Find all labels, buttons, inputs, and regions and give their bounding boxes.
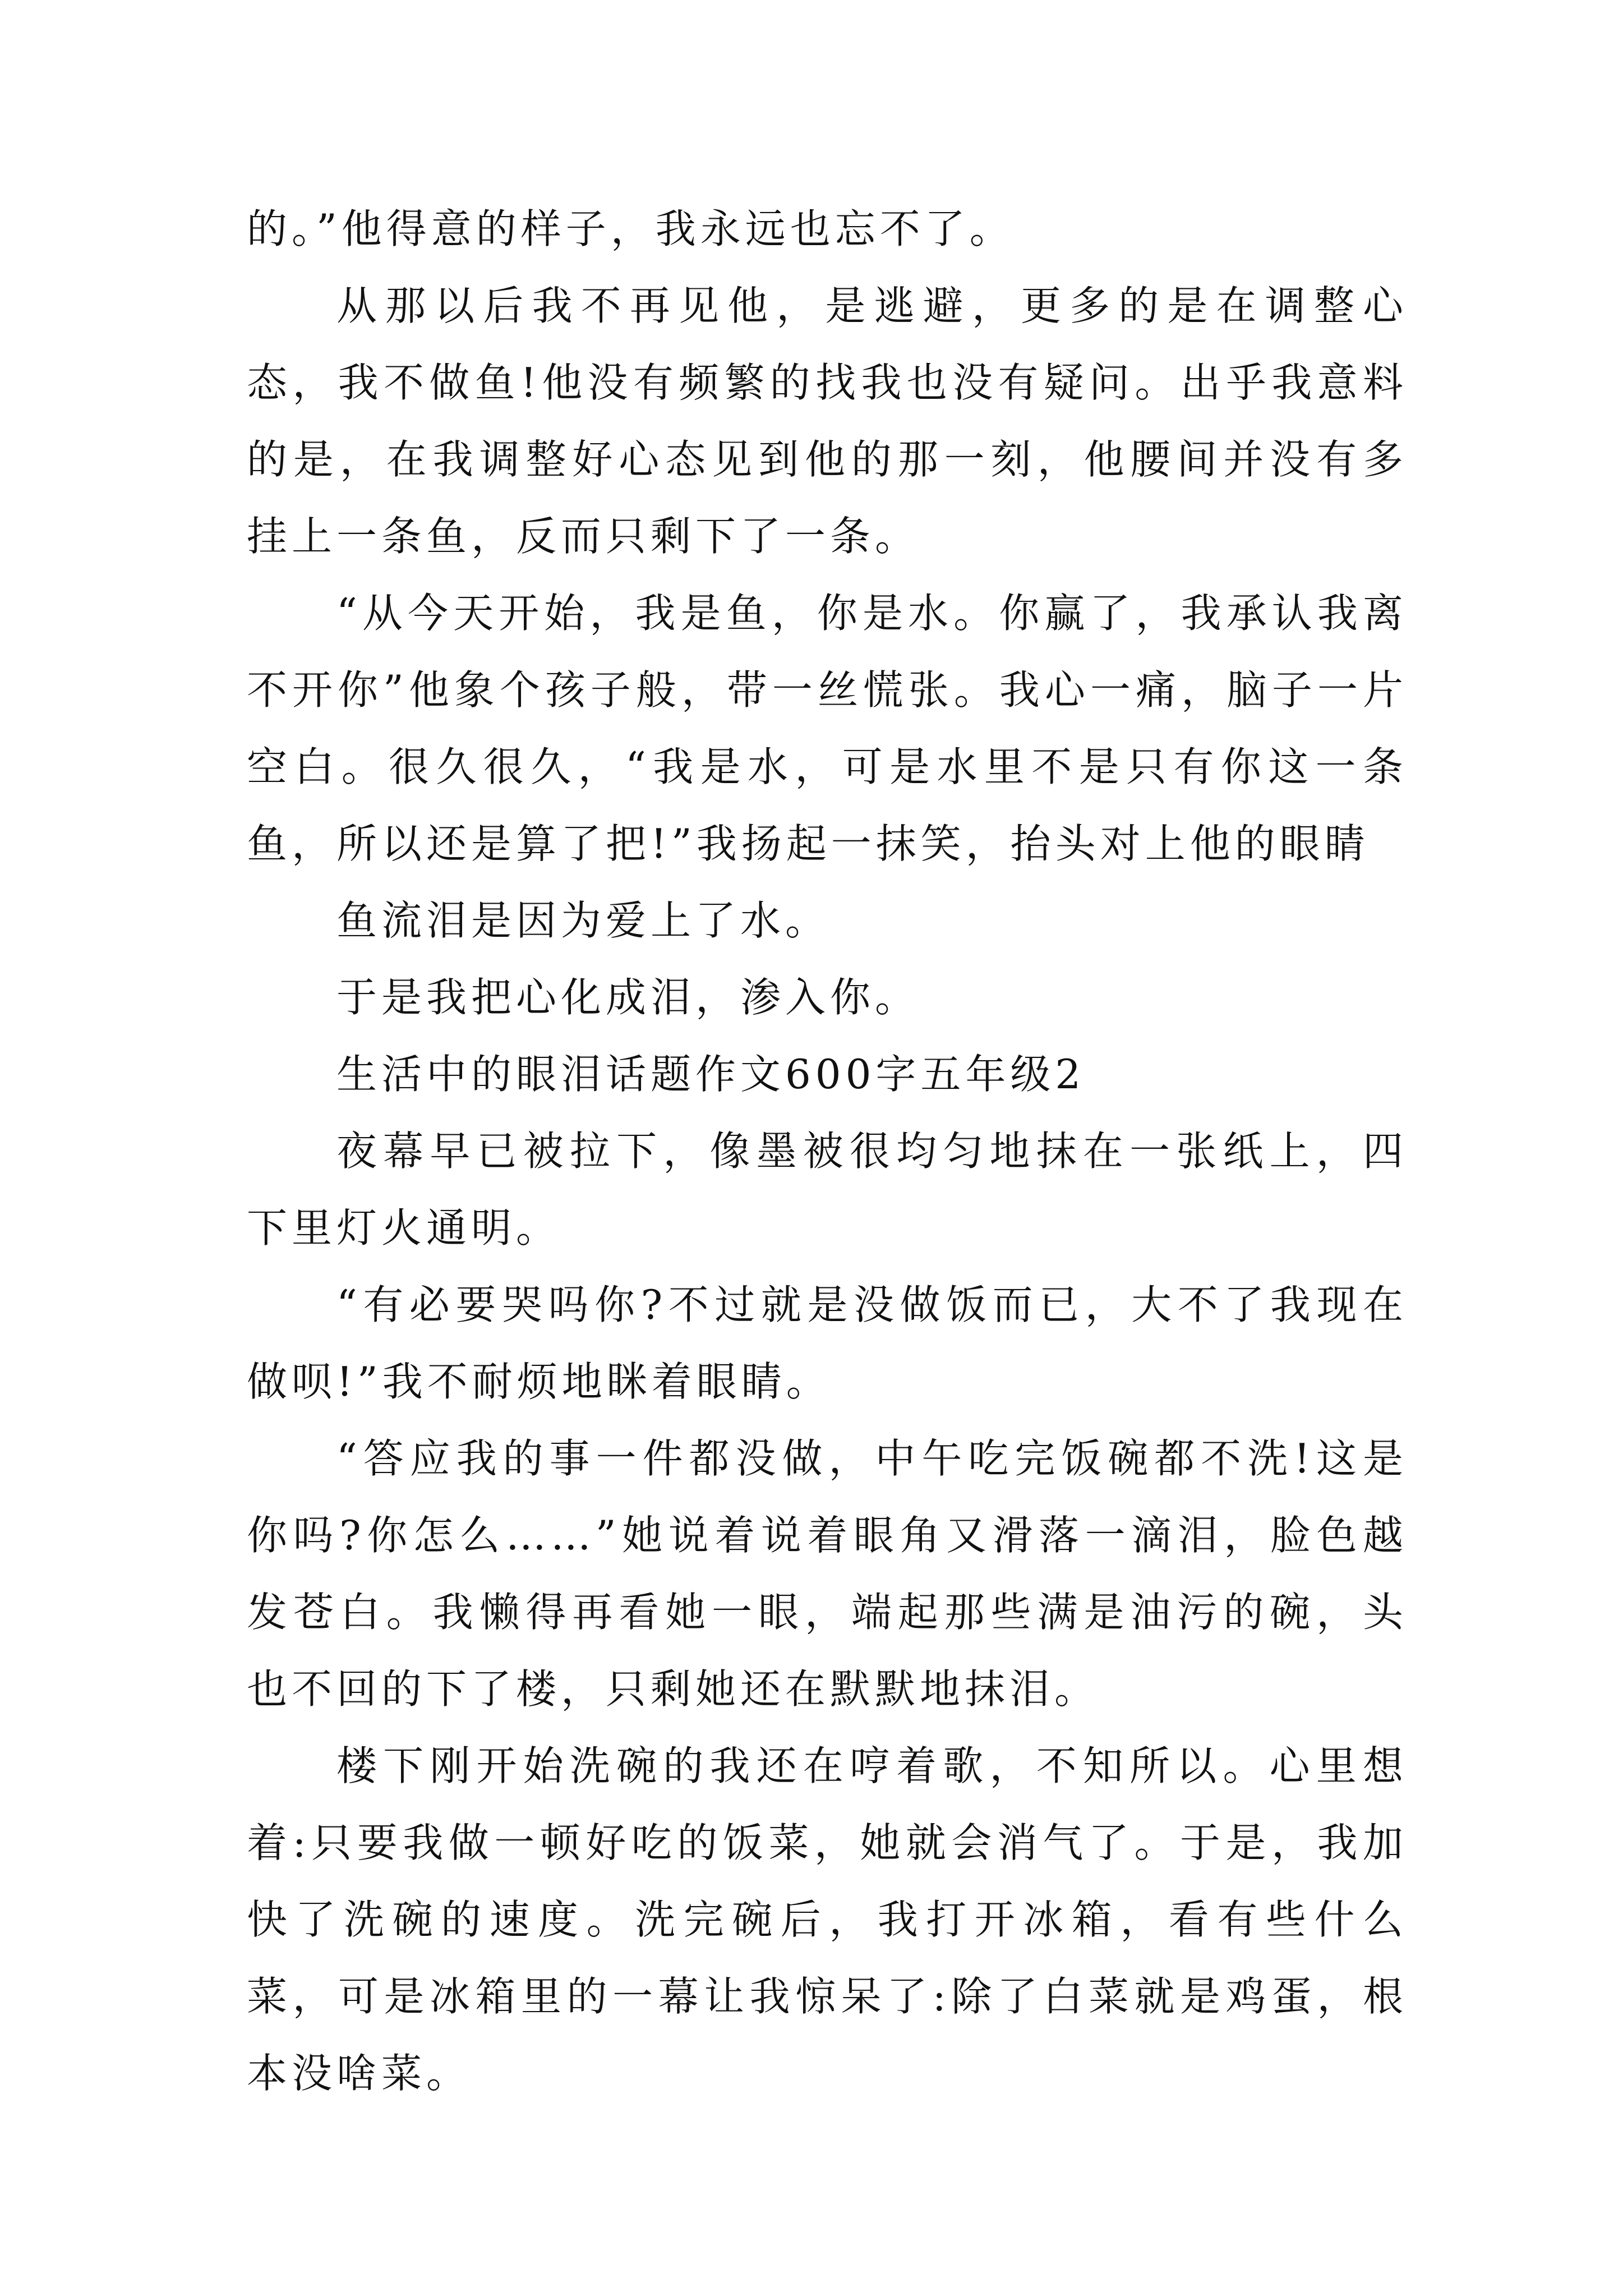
paragraph-9: 楼下刚开始洗碗的我还在哼着歌，不知所以。心里想着:只要我做一顿好吃的饭菜，她就会消气了。于是，我加快了洗碗的速度。洗完碗后，我打开冰箱，看有些什么菜，可是冰箱里的一幕让我惊呆了:除了白菜就是鸡蛋，根本没啥菜。 — [247, 1742, 1408, 2097]
document-body — [247, 191, 1408, 2112]
section-heading: 生活中的眼泪话题作文600字五年级2 — [336, 1051, 1086, 1098]
paragraph-2: 从那以后我不再见他，是逃避，更多的是在调整心态，我不做鱼!他没有频繁的找我也没有疑问。出乎我意料的是，在我调整好心态见到他的那一刻，他腰间并没有多挂上一条鱼，反而只剩下了一条。 — [247, 282, 1408, 560]
paragraph-3: “从今天开始，我是鱼，你是水。你赢了，我承认我离不开你”他象个孩子般，带一丝慌张。我心一痛，脑子一片空白。很久很久，“我是水，可是水里不是只有你这一条鱼，所以还是算了把!”我扬起一抹笑，抬头对上他的眼睛 — [247, 590, 1408, 867]
paragraph-1: 的。”他得意的样子，我永远也忘不了。 — [247, 205, 1015, 252]
paragraph-6: 夜幕早已被拉下，像墨被很均匀地抹在一张纸上，四下里灯火通明。 — [247, 1128, 1408, 1251]
paragraph-8: “答应我的事一件都没做，中午吃完饭碗都不洗!这是你吗?你怎么……”她说着说着眼角又滑落一滴泪，脸色越发苍白。我懒得再看她一眼，端起那些满是油污的碗，头也不回的下了楼，只剩她还在默默地抹泪。 — [247, 1435, 1408, 1713]
paragraph-5: 于是我把心化成泪，渗入你。 — [336, 974, 920, 1021]
paragraph-7: “有必要哭吗你?不过就是没做饭而已，大不了我现在做呗!”我不耐烦地眯着眼睛。 — [247, 1281, 1408, 1405]
paragraph-4: 鱼流泪是因为爱上了水。 — [336, 897, 831, 944]
